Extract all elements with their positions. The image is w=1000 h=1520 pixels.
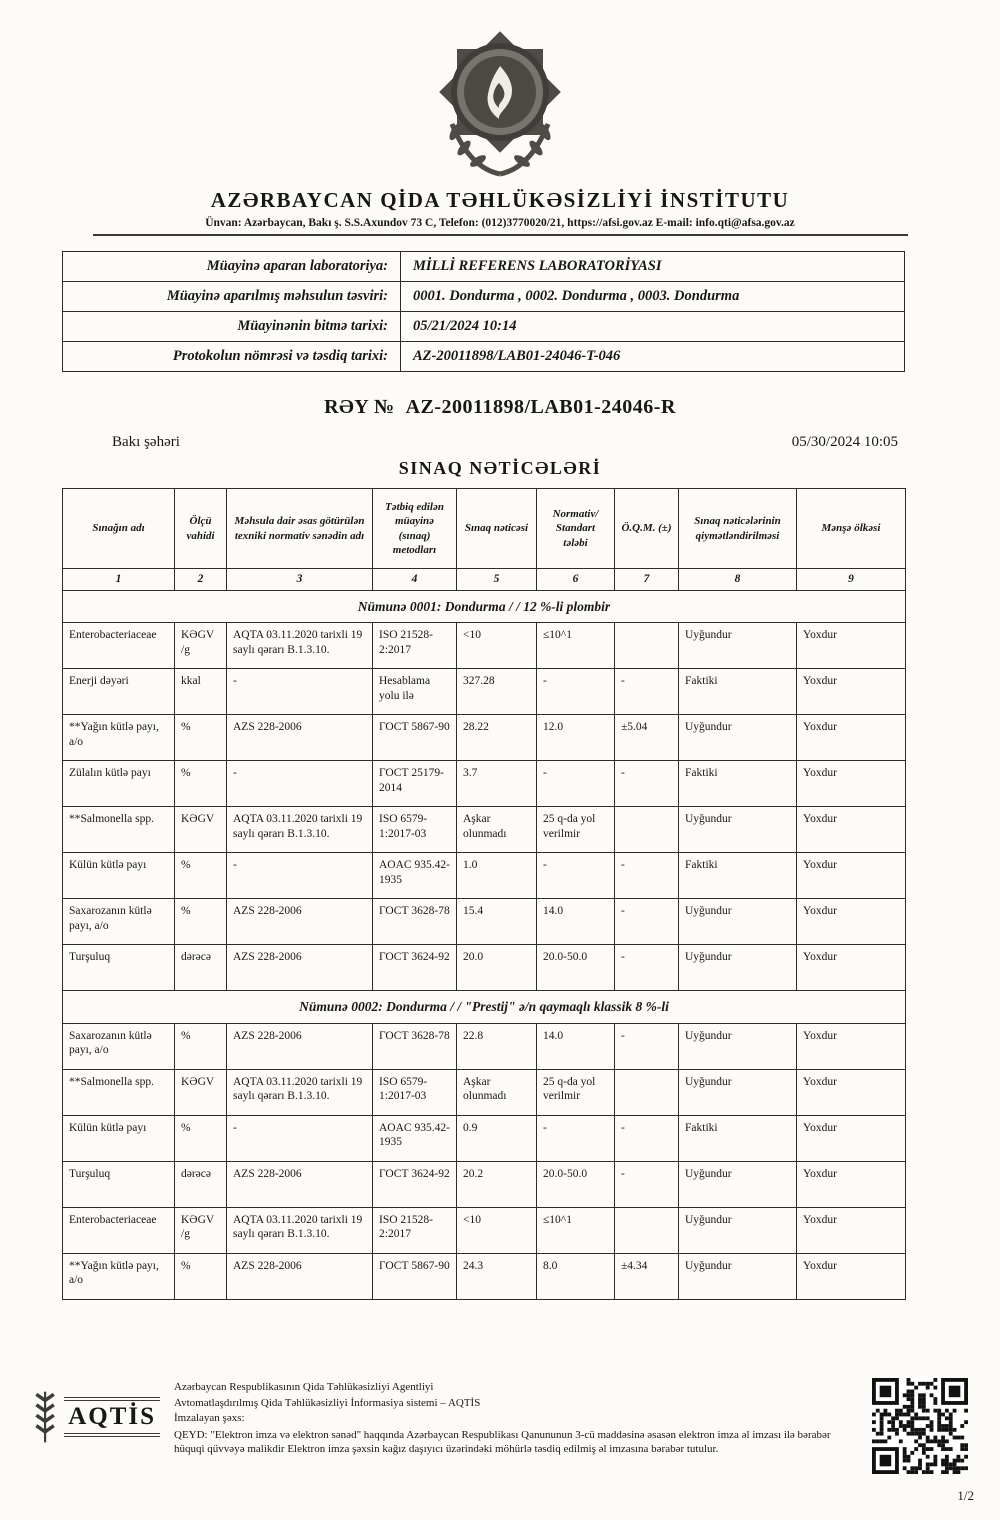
result-cell-col9: Yoxdur	[797, 899, 906, 945]
result-cell-col2: kkal	[175, 669, 227, 715]
result-cell-col4: ГОСТ 5867-90	[373, 715, 457, 761]
result-cell-col9: Yoxdur	[797, 1161, 906, 1207]
result-row	[63, 807, 906, 853]
result-cell-col4: ISO 21528-2:2017	[373, 1207, 457, 1253]
report-number-label: RƏY №	[324, 396, 395, 418]
result-row	[63, 715, 906, 761]
column-number: 9	[797, 569, 906, 591]
result-cell-col1: Enerji dəyəri	[63, 669, 175, 715]
result-cell-col1: Saxarozanın kütlə payı, a/o	[63, 1023, 175, 1069]
col-header-standard-requirement: Normativ/ Standart tələbi	[537, 489, 615, 569]
column-number: 2	[175, 569, 227, 591]
result-cell-col5: 327.28	[457, 669, 537, 715]
page-number: 1/2	[957, 1488, 974, 1503]
results-header-row	[63, 489, 906, 569]
result-cell-col2: %	[175, 1023, 227, 1069]
info-row-protocol-number	[63, 342, 905, 372]
result-cell-col1: Enterobacteriaceae	[63, 1207, 175, 1253]
result-cell-col2: %	[175, 1253, 227, 1299]
result-cell-col8: Uyğundur	[679, 945, 797, 991]
column-number: 8	[679, 569, 797, 591]
col-header-oqm: Ö.Q.M. (±)	[615, 489, 679, 569]
result-cell-col7: -	[615, 945, 679, 991]
result-cell-col7: -	[615, 1115, 679, 1161]
result-cell-col6: -	[537, 761, 615, 807]
result-cell-col5: 20.2	[457, 1161, 537, 1207]
result-row	[63, 1161, 906, 1207]
result-cell-col3: AQTA 03.11.2020 tarixli 19 saylı qərarı B.1.3.10.	[227, 807, 373, 853]
col-header-unit: Ölçü vahidi	[175, 489, 227, 569]
institute-address: Ünvan: Azərbaycan, Bakı ş. S.S.Axundov 73 C, Telefon: (012)3770020/21, https://afsi.gov.az E-mail: info.qti@afsa.gov.az	[93, 217, 908, 236]
results-table-body	[63, 591, 906, 1300]
result-cell-col9: Yoxdur	[797, 623, 906, 669]
result-cell-col2: dərəcə	[175, 1161, 227, 1207]
city-date-line	[112, 434, 898, 451]
wheat-icon	[32, 1384, 58, 1450]
result-cell-col3: AZS 228-2006	[227, 1253, 373, 1299]
result-cell-col3: AZS 228-2006	[227, 899, 373, 945]
column-number: 1	[63, 569, 175, 591]
result-cell-col7: -	[615, 1023, 679, 1069]
result-cell-col7	[615, 1069, 679, 1115]
result-cell-col9: Yoxdur	[797, 1207, 906, 1253]
result-cell-col5: Aşkar olunmadı	[457, 1069, 537, 1115]
result-cell-col8: Faktiki	[679, 761, 797, 807]
result-cell-col5: 22.8	[457, 1023, 537, 1069]
info-label: Protokolun nömrəsi və təsdiq tarixi:	[63, 342, 401, 372]
qr-code	[872, 1378, 968, 1474]
sample-section-title: Nümunə 0002: Dondurma / / "Prestij" ə/n qaymaqlı klassik 8 %-li	[63, 991, 906, 1023]
result-cell-col7	[615, 623, 679, 669]
result-cell-col9: Yoxdur	[797, 1069, 906, 1115]
result-cell-col7: ±5.04	[615, 715, 679, 761]
result-cell-col4: ГОСТ 3624-92	[373, 945, 457, 991]
info-row-product	[63, 282, 905, 312]
result-cell-col8: Uyğundur	[679, 1161, 797, 1207]
result-cell-col5: 3.7	[457, 761, 537, 807]
info-value: 05/21/2024 10:14	[401, 312, 905, 342]
result-cell-col8: Uyğundur	[679, 899, 797, 945]
result-cell-col9: Yoxdur	[797, 807, 906, 853]
result-cell-col2: %	[175, 899, 227, 945]
result-cell-col2: %	[175, 715, 227, 761]
result-cell-col1: Zülalın kütlə payı	[63, 761, 175, 807]
result-cell-col1: **Salmonella spp.	[63, 1069, 175, 1115]
result-cell-col1: Enterobacteriaceae	[63, 623, 175, 669]
sample-section-title: Nümunə 0001: Dondurma / / 12 %-li plombir	[63, 591, 906, 623]
aqtis-logo	[32, 1378, 160, 1450]
result-cell-col1: **Yağın kütlə payı, a/o	[63, 715, 175, 761]
result-cell-col8: Faktiki	[679, 1115, 797, 1161]
result-cell-col4: ISO 6579-1:2017-03	[373, 1069, 457, 1115]
col-header-origin-country: Mənşə ölkəsi	[797, 489, 906, 569]
result-cell-col6: 14.0	[537, 899, 615, 945]
result-cell-col6: 12.0	[537, 715, 615, 761]
city-label: Bakı şəhəri	[112, 434, 180, 450]
result-cell-col2: %	[175, 853, 227, 899]
result-cell-col9: Yoxdur	[797, 669, 906, 715]
result-row	[63, 761, 906, 807]
result-cell-col4: ГОСТ 3628-78	[373, 899, 457, 945]
result-cell-col8: Faktiki	[679, 669, 797, 715]
result-cell-col2: KƏGV	[175, 807, 227, 853]
result-cell-col6: ≤10^1	[537, 623, 615, 669]
result-cell-col5: 24.3	[457, 1253, 537, 1299]
state-emblem-icon	[436, 30, 564, 180]
info-row-end-date	[63, 312, 905, 342]
result-cell-col5: 28.22	[457, 715, 537, 761]
result-row	[63, 669, 906, 715]
result-cell-col2: KƏGV /g	[175, 1207, 227, 1253]
col-header-test-name: Sınağın adı	[63, 489, 175, 569]
result-cell-col5: <10	[457, 623, 537, 669]
col-header-normative-doc: Məhsula dair əsas götürülən texniki normativ sənədin adı	[227, 489, 373, 569]
result-cell-col4: ГОСТ 3628-78	[373, 1023, 457, 1069]
info-value: MİLLİ REFERENS LABORATORİYASI	[401, 252, 905, 282]
result-cell-col4: ГОСТ 5867-90	[373, 1253, 457, 1299]
column-number: 4	[373, 569, 457, 591]
result-cell-col1: Turşuluq	[63, 1161, 175, 1207]
result-cell-col9: Yoxdur	[797, 1023, 906, 1069]
result-cell-col7: -	[615, 1161, 679, 1207]
result-cell-col2: KƏGV	[175, 1069, 227, 1115]
result-row	[63, 1069, 906, 1115]
agency-line-1: Azərbaycan Respublikasının Qida Təhlükəsizliyi Agentliyi	[174, 1381, 434, 1393]
result-cell-col4: ISO 21528-2:2017	[373, 623, 457, 669]
report-number-line	[0, 396, 1000, 419]
result-cell-col3: AZS 228-2006	[227, 1161, 373, 1207]
result-cell-col5: 1.0	[457, 853, 537, 899]
result-row	[63, 1115, 906, 1161]
result-cell-col1: **Salmonella spp.	[63, 807, 175, 853]
result-cell-col6: -	[537, 1115, 615, 1161]
result-cell-col8: Uyğundur	[679, 1069, 797, 1115]
result-cell-col5: Aşkar olunmadı	[457, 807, 537, 853]
result-cell-col9: Yoxdur	[797, 853, 906, 899]
column-number: 7	[615, 569, 679, 591]
column-number: 6	[537, 569, 615, 591]
result-cell-col5: 15.4	[457, 899, 537, 945]
info-value: AZ-20011898/LAB01-24046-T-046	[401, 342, 905, 372]
result-cell-col5: 20.0	[457, 945, 537, 991]
result-cell-col6: 25 q-da yol verilmir	[537, 807, 615, 853]
result-cell-col8: Uyğundur	[679, 715, 797, 761]
result-cell-col6: -	[537, 853, 615, 899]
result-row	[63, 1207, 906, 1253]
protocol-info-table	[62, 251, 905, 372]
result-cell-col4: AOAC 935.42-1935	[373, 1115, 457, 1161]
result-cell-col1: **Yağın kütlə payı, a/o	[63, 1253, 175, 1299]
result-row	[63, 899, 906, 945]
col-header-method: Tətbiq edilən müayinə (sınaq) metodları	[373, 489, 457, 569]
result-cell-col7: -	[615, 899, 679, 945]
column-number: 5	[457, 569, 537, 591]
report-datetime: 05/30/2024 10:05	[791, 434, 898, 450]
result-cell-col3: -	[227, 761, 373, 807]
result-row	[63, 853, 906, 899]
results-table	[62, 488, 906, 1300]
info-value: 0001. Dondurma , 0002. Dondurma , 0003. Dondurma	[401, 282, 905, 312]
result-cell-col1: Saxarozanın kütlə payı, a/o	[63, 899, 175, 945]
info-row-laboratory	[63, 252, 905, 282]
result-cell-col7	[615, 1207, 679, 1253]
report-number-value: AZ-20011898/LAB01-24046-R	[405, 396, 676, 418]
result-cell-col8: Uyğundur	[679, 1023, 797, 1069]
result-cell-col1: Külün kütlə payı	[63, 1115, 175, 1161]
result-cell-col9: Yoxdur	[797, 1115, 906, 1161]
result-cell-col7: -	[615, 761, 679, 807]
result-row	[63, 623, 906, 669]
result-cell-col8: Uyğundur	[679, 1207, 797, 1253]
result-cell-col6: 14.0	[537, 1023, 615, 1069]
result-cell-col9: Yoxdur	[797, 715, 906, 761]
footer-text-block	[174, 1378, 858, 1458]
result-cell-col4: AOAC 935.42-1935	[373, 853, 457, 899]
result-cell-col3: AZS 228-2006	[227, 1023, 373, 1069]
result-cell-col4: ГОСТ 3624-92	[373, 1161, 457, 1207]
result-cell-col6: -	[537, 669, 615, 715]
result-cell-col6: ≤10^1	[537, 1207, 615, 1253]
institute-title: AZƏRBAYCAN QİDA TƏHLÜKƏSİZLİYİ İNSTİTUTU	[210, 188, 790, 212]
result-cell-col3: AZS 228-2006	[227, 945, 373, 991]
result-cell-col4: Hesablama yolu ilə	[373, 669, 457, 715]
result-cell-col2: KƏGV /g	[175, 623, 227, 669]
result-cell-col8: Faktiki	[679, 853, 797, 899]
signer-line: İmzalayan şəxs:	[174, 1412, 245, 1425]
result-cell-col1: Külün kütlə payı	[63, 853, 175, 899]
result-cell-col4: ISO 6579-1:2017-03	[373, 807, 457, 853]
result-cell-col2: dərəcə	[175, 945, 227, 991]
result-cell-col2: %	[175, 761, 227, 807]
result-cell-col8: Uyğundur	[679, 807, 797, 853]
result-cell-col7: -	[615, 853, 679, 899]
col-header-evaluation: Sınaq nəticələrinin qiymətləndirilməsi	[679, 489, 797, 569]
result-row	[63, 1253, 906, 1299]
result-cell-col1: Turşuluq	[63, 945, 175, 991]
info-label: Müayinənin bitmə tarixi:	[63, 312, 401, 342]
results-section-title: SINAQ NƏTİCƏLƏRİ	[398, 458, 602, 478]
result-cell-col6: 20.0-50.0	[537, 945, 615, 991]
result-cell-col6: 20.0-50.0	[537, 1161, 615, 1207]
result-cell-col9: Yoxdur	[797, 761, 906, 807]
result-cell-col8: Uyğundur	[679, 1253, 797, 1299]
column-number: 3	[227, 569, 373, 591]
column-number-row	[63, 569, 906, 591]
result-cell-col3: AQTA 03.11.2020 tarixli 19 saylı qərarı B.1.3.10.	[227, 1069, 373, 1115]
result-cell-col3: AQTA 03.11.2020 tarixli 19 saylı qərarı B.1.3.10.	[227, 623, 373, 669]
result-row	[63, 1023, 906, 1069]
result-cell-col6: 25 q-da yol verilmir	[537, 1069, 615, 1115]
result-cell-col5: <10	[457, 1207, 537, 1253]
result-cell-col4: ГОСТ 25179-2014	[373, 761, 457, 807]
result-cell-col9: Yoxdur	[797, 945, 906, 991]
sample-section-header-row	[63, 591, 906, 623]
result-cell-col8: Uyğundur	[679, 623, 797, 669]
sample-section-header-row	[63, 991, 906, 1023]
result-cell-col5: 0.9	[457, 1115, 537, 1161]
legal-note: QEYD: "Elektron imza və elektron sənəd" haqqında Azərbaycan Respublikası Qanununun 3-cü maddəsinə əsasən elektron imza əl imzası ilə bərabər hüquqi qüvvəyə malikdir Elektron imza şəxsin kağız daşıyıcı üzərindəki möhürlə təsdiq edilmiş əl imzasına bərabər tutulur.	[174, 1428, 831, 1456]
result-cell-col3: -	[227, 1115, 373, 1161]
result-cell-col2: %	[175, 1115, 227, 1161]
agency-line-2: Avtomatlaşdırılmış Qida Təhlükəsizliyi İnformasiya sistemi – AQTİS	[174, 1396, 481, 1409]
col-header-result: Sınaq nəticəsi	[457, 489, 537, 569]
result-cell-col7: ±4.34	[615, 1253, 679, 1299]
result-cell-col3: -	[227, 669, 373, 715]
footer	[32, 1378, 968, 1474]
info-label: Müayinə aparılmış məhsulun təsviri:	[63, 282, 401, 312]
info-label: Müayinə aparan laboratoriya:	[63, 252, 401, 282]
emblem-wrap	[0, 0, 1000, 180]
aqtis-logo-text: AQTİS	[64, 1397, 160, 1437]
result-cell-col6: 8.0	[537, 1253, 615, 1299]
result-cell-col7: -	[615, 669, 679, 715]
result-cell-col3: -	[227, 853, 373, 899]
result-cell-col7	[615, 807, 679, 853]
result-cell-col3: AQTA 03.11.2020 tarixli 19 saylı qərarı B.1.3.10.	[227, 1207, 373, 1253]
result-cell-col3: AZS 228-2006	[227, 715, 373, 761]
result-row	[63, 945, 906, 991]
result-cell-col9: Yoxdur	[797, 1253, 906, 1299]
